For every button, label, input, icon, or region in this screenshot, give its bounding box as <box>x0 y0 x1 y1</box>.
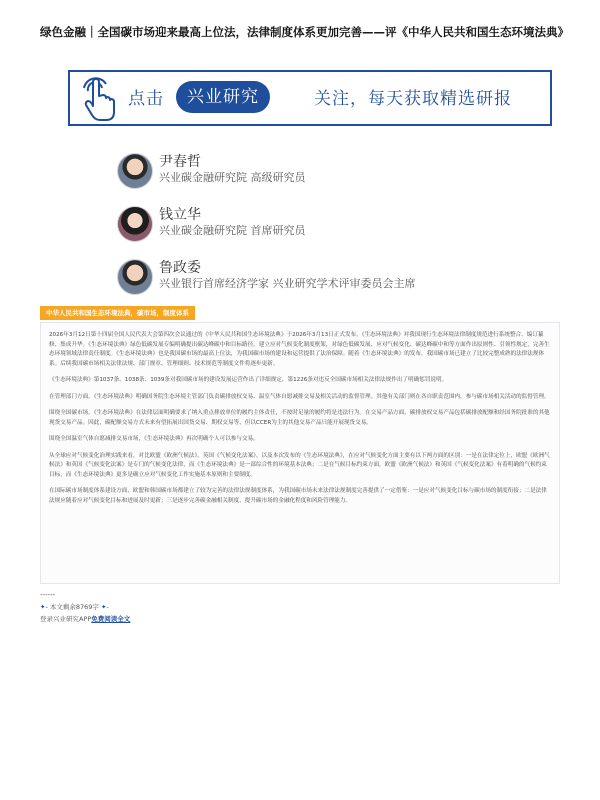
diamond-icon: ✦- <box>101 603 109 611</box>
summary-paragraph: 围绕全国碳市场，《生态环境法典》在法律层面明确要求了纳入重点排放单位的履约主体责任，不按时足量的履约将是违法行为。在交易产品方面，碳排放权交易产品包括碳排放配额和经国务院批准的其他现货交易产品。因此，碳配额交易方式未来有望拓展出国货交易、期权交易等，但以CCER为主的其他交易产品只能开展现货交易。 <box>49 410 550 426</box>
summary-paragraph: 在管理部门方面，《生态环境法典》明确国务院生态环境主管部门负责碳排放权交易、温室气体自愿减排交易及相关活动的监督管理。其他有关部门则在各自职责范围内，参与碳市场相关活动的监督管理。 <box>49 393 550 400</box>
read-full-text-link[interactable]: 免费阅读全文 <box>91 615 131 623</box>
author-name: 尹春哲 <box>159 154 201 170</box>
app-read-prompt <box>40 614 130 623</box>
author-avatar <box>117 206 153 242</box>
summary-paragraph: 围绕全国温室气体自愿减排交易市场，《生态环境法典》再次明确个人可以参与交易。 <box>49 436 259 442</box>
author-name: 鲁政委 <box>159 260 201 276</box>
banner-brand-pill[interactable]: 兴业研究 <box>176 81 270 113</box>
remaining-word-count <box>40 602 109 611</box>
article-title: 绿色金融｜全国碳市场迎来最高上位法，法律制度体系更加完善——评《中华人民共和国生态环境法典》 <box>40 25 569 39</box>
word-count-text: 本文剩余8769字 <box>49 603 99 611</box>
summary-paragraph: 《生态环境法典》第1037条、1038条、1039条对我国碳市场的建设发展运营作出了详细规定，第1226条对违反全国碳市场相关法律法规作出了明确惩罚说明。 <box>49 377 448 383</box>
keyword-tag: 中华人民共和国生态环境法典，碳市场，制度体系 <box>40 306 195 320</box>
author-role: 兴业碳金融研究院 首席研究员 <box>159 224 306 237</box>
author-role: 兴业银行首席经济学家 兴业研究学术评审委员会主席 <box>159 277 416 290</box>
footer-separator: ------ <box>40 591 56 599</box>
app-login-text: 登录兴业研究APP <box>40 615 92 623</box>
banner-lead-text: 点击 <box>128 89 164 109</box>
author-role: 兴业碳金融研究院 高级研究员 <box>159 171 306 184</box>
banner-tail-text: 关注，每天获取精选研报 <box>314 89 512 109</box>
diamond-icon: ✦- <box>40 603 48 611</box>
summary-box <box>40 322 560 584</box>
summary-paragraph: 在国际碳市场制度体系建设方面，欧盟和韩国碳市场都建立了较为完善的法律法规制度体系，为我国碳市场未来法律法规制度完善提供了一定借鉴：一是应对气候变化目标与碳市场的制度衔接；二是法律法规应随着应对气候变化目标和进展及时更新；三是逐步完善碳金融相关制度，提升碳市场的金融化程度和风险管理能力。 <box>49 488 547 504</box>
author-name: 钱立华 <box>159 207 201 223</box>
follow-banner[interactable] <box>68 70 552 126</box>
summary-paragraph: 从全球应对气候变化治理实践来看，对比欧盟《欧洲气候法》，英国《气候变化法案》，以及本次发布的《生态环境法典》，在应对气候变化方面主要有以下两方面的区别：一是在法律定位上，欧盟《欧洲气候法》和英国《气候变化法案》是专门的气候变化法律，而《生态环境法典》是一部综合性的环境基本法典；二是在气候目标约束方面，欧盟《欧洲气候法》和英国《气候变化法案》有着明确的气候约束目标，而《生态环境法典》更多是确立应对气候变化工作实施基本原则和主要制度。 <box>49 452 550 478</box>
author-avatar <box>117 259 153 295</box>
tap-hand-icon <box>76 74 126 124</box>
author-avatar <box>117 153 153 189</box>
summary-paragraph: 2026年3月12日第十四届全国人民代表大会第四次会议通过的《中华人民共和国生态环境法典》于2026年3月13日正式发布。《生态环境法典》对我国现行生态环境法律制度规范进行系统整合、编订纂修、集成升华。《生态环境法典》绿色低碳发展专编明确提出碳达峰碳中和目标路径，建立应对气候变化制度框架，对绿色低碳发展、应对气候变化、碳达峰碳中和等方面作出原则性、引领性规定，完善生态环境领域法律责任制度。《生态环境法典》也是我国碳市场的最高上位法，为我国碳市场的建设和运营提供了法治保障。随着《生态环境法典》的发布，我国碳市场已建立了比较完整成熟的法律法规体系。后续我国碳市场相关法律法规、部门规章、管理细则、技术规范等制度文件将逐步更新。 <box>49 332 550 367</box>
